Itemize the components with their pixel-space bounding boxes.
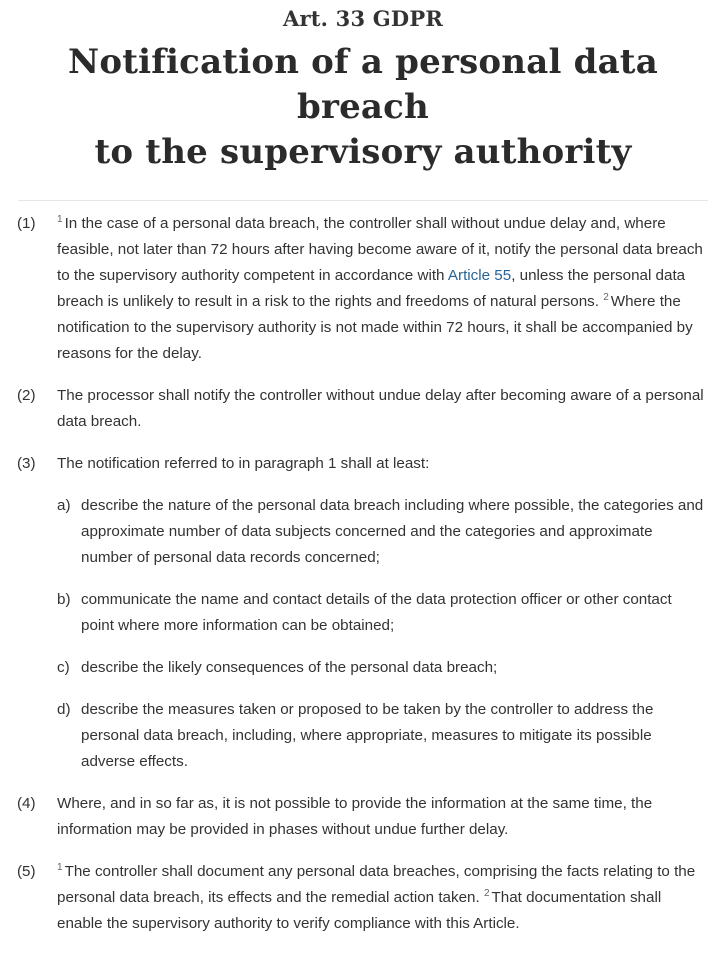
- sentence-number: 1: [57, 862, 63, 873]
- article-body: [0, 211, 726, 953]
- list-item-letter: d): [57, 701, 71, 718]
- paragraph-number: (1): [17, 215, 36, 232]
- sentence-number: 2: [483, 888, 490, 899]
- list-item-d: [0, 697, 726, 775]
- article-55-link[interactable]: Article 55: [447, 267, 512, 284]
- list-item-text: describe the nature of the personal data breach including where possible, the categories and approximate number of data subjects concerned and the categories and approximate number of personal data records concerned;: [81, 497, 704, 566]
- list-item-a: [0, 493, 726, 571]
- paragraph-text: [57, 859, 706, 937]
- sentence-number: 2: [603, 292, 609, 303]
- paragraph-text: The notification referred to in paragraph 1 shall at least:: [57, 455, 430, 472]
- paragraph-text: The processor shall notify the controller without undue delay after becoming aware of a personal data breach.: [57, 387, 704, 430]
- paragraph-2: [0, 383, 726, 435]
- paragraph-number: (4): [17, 795, 36, 812]
- list-item-c: [0, 655, 726, 681]
- list-item-text: communicate the name and contact details of the data protection officer or other contact point where more information can be obtained;: [81, 591, 672, 634]
- sentence-text: The controller shall document any personal data breaches, comprising the facts relating to the personal data breach, its effects and the remedial action taken.: [57, 863, 696, 906]
- paragraph-4: [0, 791, 726, 843]
- paragraph-1: [0, 211, 726, 367]
- list-item-text: describe the likely consequences of the personal data breach;: [81, 659, 498, 676]
- list-item-letter: c): [57, 659, 70, 676]
- article-header: [0, 0, 726, 201]
- list-item-text: describe the measures taken or proposed to be taken by the controller to address the personal data breach, including, where appropriate, measures to mitigate its possible adverse effects.: [81, 701, 654, 770]
- sentence-text: Where the notification to the supervisory authority is not made within 72 hours, it shall be accompanied by reasons for the delay.: [57, 293, 693, 362]
- article-number: Art. 33 GDPR: [282, 6, 443, 31]
- paragraph-text: Where, and in so far as, it is not possible to provide the information at the same time, the information may be provided in phases without undue further delay.: [57, 795, 653, 838]
- sentence-text: That documentation shall enable the supervisory authority to verify compliance with this Article.: [57, 889, 662, 932]
- page-title: [12, 40, 714, 175]
- list-item-letter: a): [57, 497, 71, 514]
- paragraph-number: (3): [17, 455, 36, 472]
- list-item-letter: b): [57, 591, 71, 608]
- list-item-b: [0, 587, 726, 639]
- title-line-1: Notification of a personal data breach: [68, 42, 658, 127]
- header-divider: [18, 200, 708, 201]
- paragraph-3: [0, 451, 726, 775]
- sentence-number: 1: [57, 214, 63, 225]
- paragraph-number: (5): [17, 863, 36, 880]
- paragraph-number: (2): [17, 387, 36, 404]
- paragraph-text: [57, 211, 706, 367]
- title-line-2: to the supervisory authority: [94, 132, 632, 172]
- paragraph-5: [0, 859, 726, 937]
- sentence-text: In the case of a personal data breach, the controller shall without undue delay and, where feasible, not later than 72 hours after having become aware of it, notify the personal data breach to the supervisory authority competent in accordance with: [57, 215, 703, 284]
- sentence-text: , unless the personal data breach is unlikely to result in a risk to the rights and freedoms of natural persons.: [57, 267, 686, 310]
